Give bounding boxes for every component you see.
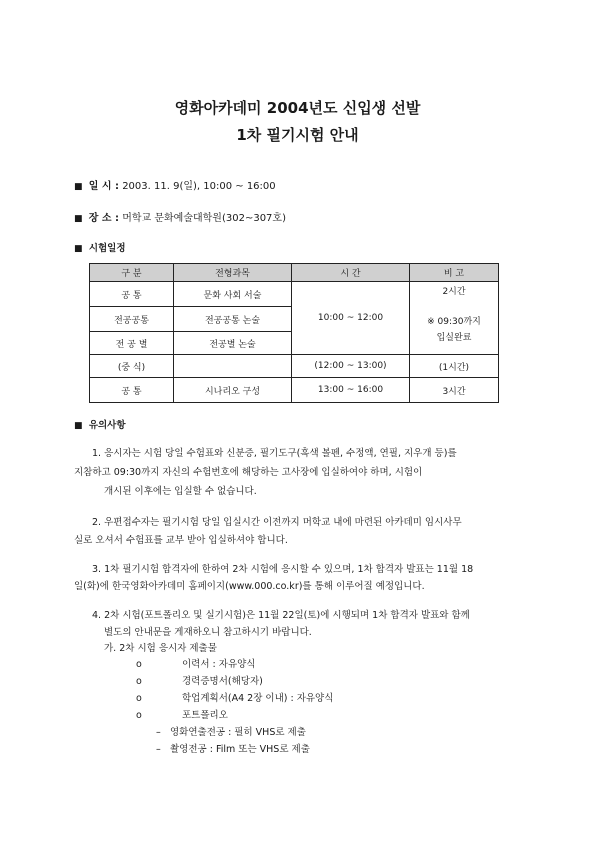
- dash-bullet-icon: –: [156, 727, 161, 738]
- place-value: 머학교 문화예술대학원(302~307호): [122, 213, 286, 224]
- col-header-subject: 전형과목: [174, 264, 292, 282]
- square-bullet-icon: ■: [74, 214, 83, 224]
- exam-date: [74, 177, 276, 192]
- place-label: 장 소 :: [88, 213, 119, 224]
- schedule-table: [89, 263, 499, 403]
- notes-heading-text: 유의사항: [88, 420, 126, 431]
- submission-resume: 이력서 : 자유양식: [182, 659, 256, 670]
- list-item: [156, 724, 306, 741]
- notice-4-subheading: 가. 2차 시험 응시자 제출물: [104, 643, 217, 654]
- circle-bullet-icon: o: [136, 693, 142, 704]
- document-title: 영화아카데미 2004년도 신입생 선발: [174, 99, 421, 117]
- date-value: 2003. 11. 9(일), 10:00 ~ 16:00: [122, 181, 276, 192]
- submission-portfolio: 포트폴리오: [182, 710, 228, 721]
- square-bullet-icon: ■: [74, 244, 83, 254]
- morning-note-duration: 2시간: [442, 287, 466, 297]
- col-header-time: 시 간: [292, 264, 410, 282]
- row-category: (중 식): [90, 355, 174, 378]
- row-category: 공 통: [90, 282, 174, 307]
- row-subject: [174, 355, 292, 378]
- notice-2-line-1: 2. 우편접수자는 필기시험 당일 입실시간 이전까지 머학교 내에 마련된 아카데미 임시사무: [92, 517, 462, 528]
- list-item: [136, 690, 333, 707]
- row-category: 공 통: [90, 378, 174, 403]
- table-row: [90, 378, 499, 403]
- submission-study-plan: 학업계획서(A4 2장 이내) : 자유양식: [182, 693, 334, 704]
- document-subtitle: 1차 필기시험 안내: [236, 126, 359, 144]
- list-item: [156, 741, 310, 758]
- row-subject: 전공별 논술: [174, 332, 292, 355]
- row-subject: 전공공통 논술: [174, 307, 292, 332]
- notice-4-line-1: 4. 2차 시험(포트폴리오 및 실기시험)은 11월 22일(토)에 시행되며 1차 합격자 발표와 함께: [92, 610, 470, 621]
- notice-1-line-3: 개시된 이후에는 입실할 수 없습니다.: [104, 486, 257, 497]
- row-category: 전공공통: [90, 307, 174, 332]
- portfolio-directing: 영화연출전공 : 필히 VHS로 제출: [170, 727, 306, 738]
- morning-note-arrival: ※ 09:30까지: [427, 317, 481, 327]
- list-item: [136, 656, 255, 673]
- row-note: (1시간): [410, 355, 499, 378]
- row-note: 3시간: [410, 378, 499, 403]
- notice-1-line-1: 1. 응시자는 시험 당일 수험표와 신분증, 필기도구(흑색 볼펜, 수정액, 연필, 지우개 등)를: [92, 448, 457, 459]
- row-time: (12:00 ~ 13:00): [292, 355, 410, 378]
- morning-note: [410, 282, 499, 355]
- circle-bullet-icon: o: [136, 659, 142, 670]
- table-row: [90, 282, 499, 307]
- square-bullet-icon: ■: [74, 182, 83, 192]
- row-subject: 문화 사회 서술: [174, 282, 292, 307]
- row-time: 13:00 ~ 16:00: [292, 378, 410, 403]
- row-subject: 시나리오 구성: [174, 378, 292, 403]
- row-category: 전 공 별: [90, 332, 174, 355]
- morning-note-complete: 입실완료: [436, 333, 472, 343]
- date-label: 일 시 :: [88, 181, 119, 192]
- col-header-note: 비 고: [410, 264, 499, 282]
- morning-time: 10:00 ~ 12:00: [292, 282, 410, 355]
- portfolio-cinematography: 촬영전공 : Film 또는 VHS로 제출: [170, 744, 310, 755]
- notes-heading: [74, 417, 126, 431]
- list-item: [136, 707, 228, 724]
- circle-bullet-icon: o: [136, 710, 142, 721]
- notice-1-line-2: 지참하고 09:30까지 자신의 수험번호에 해당하는 고사장에 입실하여야 하며, 시험이: [74, 467, 423, 478]
- dash-bullet-icon: –: [156, 744, 161, 755]
- col-header-category: 구 분: [90, 264, 174, 282]
- notice-4-line-2: 별도의 안내문을 게재하오니 참고하시기 바랍니다.: [104, 627, 312, 638]
- circle-bullet-icon: o: [136, 676, 142, 687]
- table-row: [90, 355, 499, 378]
- submission-career-certificate: 경력증명서(해당자): [182, 676, 263, 687]
- notice-3-line-2: 일(화)에 한국영화아카데미 홈페이지(www.000.co.kr)를 통해 이루어질 예정입니다.: [74, 581, 425, 592]
- exam-place: [74, 209, 286, 224]
- table-header-row: [90, 264, 499, 282]
- schedule-heading: [74, 240, 126, 254]
- list-item: [136, 673, 263, 690]
- notice-2-line-2: 실로 오셔서 수험표를 교부 받아 입실하셔야 합니다.: [74, 535, 288, 546]
- square-bullet-icon: ■: [74, 421, 83, 431]
- schedule-heading-text: 시험일정: [88, 243, 126, 254]
- notice-3-line-1: 3. 1차 필기시험 합격자에 한하여 2차 시험에 응시할 수 있으며, 1차 합격자 발표는 11월 18: [92, 564, 474, 575]
